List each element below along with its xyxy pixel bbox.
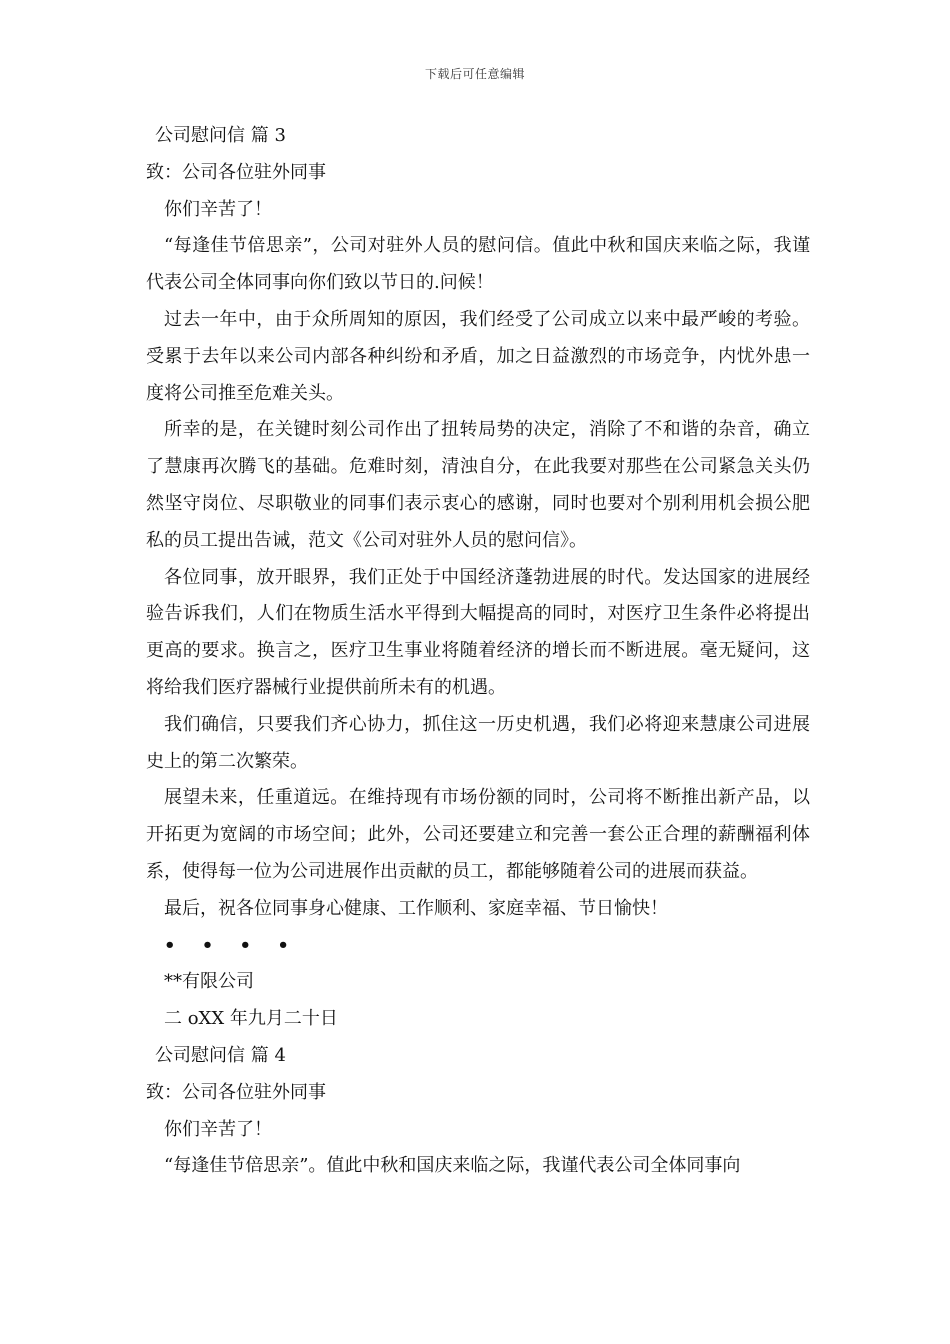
section-3-paragraph-3: 所幸的是，在关键时刻公司作出了扭转局势的决定，消除了不和谐的杂音，确立了慧康再次腾飞的基础。危难时刻，清浊自分，在此我要对那些在公司紧急关头仍然坚守岗位、尽职敬业的同事们表示衷心的感谢，同时也要对个别利用机会损公肥私的员工提出告诫，范文《公司对驻外人员的慰问信》。: [146, 419, 810, 551]
document-body: [146, 118, 810, 1185]
section-3-paragraph-1: “每逢佳节倍思亲”，公司对驻外人员的慰问信。值此中秋和国庆来临之际，我谨代表公司全体同事向你们致以节日的.问候！: [146, 235, 810, 294]
section-3-title: 公司慰问信 篇 3: [155, 125, 286, 146]
section-3-paragraph-6: 展望未来，任重道远。在维持现有市场份额的同时，公司将不断推出新产品，以开拓更为宽阔的市场空间；此外，公司还要建立和完善一套公正合理的薪酬福利体系，使得每一位为公司进展作出贡献的员工，都能够随着公司的进展而获益。: [146, 787, 810, 882]
section-4-greeting: 你们辛苦了！: [164, 1118, 272, 1140]
section-3-paragraph-5: 我们确信，只要我们齐心协力，抓住这一历史机遇，我们必将迎来慧康公司进展史上的第二次繁荣。: [146, 713, 810, 772]
section-4-paragraph-1: “每逢佳节倍思亲”。值此中秋和国庆来临之际，我谨代表公司全体同事向: [164, 1155, 741, 1177]
section-3-paragraph-7: 最后，祝各位同事身心健康、工作顺利、家庭幸福、节日愉快！: [164, 897, 668, 919]
ellipsis-dots: • • • •: [164, 934, 299, 956]
header-note: 下载后可任意编辑: [424, 67, 525, 81]
section-3-greeting: 你们辛苦了！: [164, 198, 272, 220]
section-3-paragraph-2: 过去一年中，由于众所周知的原因，我们经受了公司成立以来中最严峻的考验。受累于去年以来公司内部各种纠纷和矛盾，加之日益激烈的市场竞争，内忧外患一度将公司推至危难关头。: [146, 308, 810, 404]
section-3-date: 二 oXX 年九月二十日: [164, 1008, 338, 1030]
section-4-salutation: 致：公司各位驻外同事: [146, 1081, 326, 1103]
section-3-paragraph-4: 各位同事，放开眼界，我们正处于中国经济蓬勃进展的时代。发达国家的进展经验告诉我们，人们在物质生活水平得到大幅提高的同时，对医疗卫生条件必将提出更高的要求。换言之，医疗卫生事业将随着经济的增长而不断进展。毫无疑问，这将给我们医疗器械行业提供前所未有的机遇。: [146, 566, 810, 698]
section-3-company: **有限公司: [164, 971, 254, 993]
section-3-salutation: 致：公司各位驻外同事: [146, 161, 326, 183]
section-4-title: 公司慰问信 篇 4: [155, 1044, 286, 1066]
